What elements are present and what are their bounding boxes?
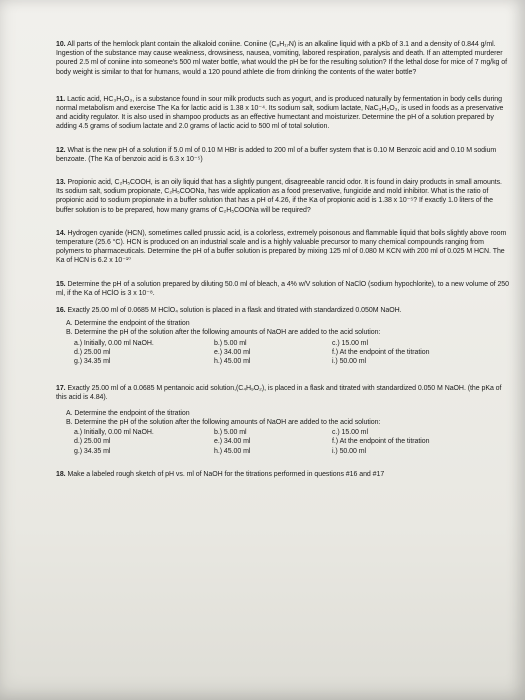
option-item: f.) At the endpoint of the titration bbox=[332, 438, 430, 446]
question-15 bbox=[56, 280, 511, 298]
question-number: 11. bbox=[56, 95, 66, 103]
worksheet-content bbox=[56, 40, 511, 487]
question-text: Lactic acid, HC₃H₅O₃, is a substance found in sour milk products such as yogurt, and is produced naturally by fermentation in body cells during normal metabolism and exercise The Ka for lactic acid is 1.38 x 10⁻⁴. Its sodium salt, sodium lactate, NaC₃H₅O₃, is used in foods as a preservative and acidity regulator. It is also used in shampoo products as an effective humectant and moisturizer. Determine the pH of a solution prepared by adding 4.5 grams of sodium lactate and 2.0 grams of lactic acid to 500 ml of total solution. bbox=[56, 95, 504, 131]
question-number: 13. bbox=[56, 179, 66, 187]
option-item: b.) 5.00 ml bbox=[214, 429, 247, 437]
option-item: g.) 34.35 ml bbox=[74, 358, 111, 366]
option-grid bbox=[56, 428, 511, 456]
option-item: d.) 25.00 ml bbox=[74, 348, 111, 356]
question-10 bbox=[56, 40, 511, 77]
question-text: Hydrogen cyanide (HCN), sometimes called prussic acid, is a colorless, extremely poisonous and flammable liquid that boils slightly above room temperature (25.6 °C). HCN is produced on an industrial scale and is a highly valuable precursor to many chemical compounds ranging from polymers to pharmaceuticals. Determine the pH of a buffer solution is prepared by mixing 125 ml of 0.080 M KCN with 200 ml of 0.025 M HCN. The Ka of HCN is 6.2 x 10⁻¹⁰ bbox=[56, 229, 507, 265]
part-b: B. Determine the pH of the solution after the following amounts of NaOH are added to the acid solution: bbox=[66, 418, 381, 426]
question-11 bbox=[56, 95, 511, 132]
option-item: i.) 50.00 ml bbox=[332, 447, 367, 455]
option-item: b.) 5.00 ml bbox=[214, 339, 247, 347]
question-text: Propionic acid, C₂H₅COOH, is an oily liquid that has a slightly pungent, disagreeable rancid odor. It is found in dairy products in small amounts. Its sodium salt, sodium propionate, C₂H₅COONa, has wide application as a food preservative, fungicide and mold inhibitor. What is the ratio of propionic acid to sodium propionate in a buffer solution that has a pH of 4.26, if the Ka of propionic acid is 1.38 x 10⁻⁵? If exactly 1.0 liters of the buffer solution is to be prepared, how many grams of C₂H₅COONa will be required? bbox=[56, 179, 502, 214]
question-13 bbox=[56, 178, 511, 215]
part-a: A. Determine the endpoint of the titration bbox=[66, 409, 190, 417]
question-17 bbox=[56, 384, 511, 455]
option-item: a.) Initially, 0.00 ml NaOH. bbox=[74, 429, 154, 437]
option-item: g.) 34.35 ml bbox=[74, 447, 111, 455]
option-item: e.) 34.00 ml bbox=[214, 348, 251, 356]
question-text: Exactly 25.00 ml of 0.0685 M HClO₄ solution is placed in a flask and titrated with standardized 0.050M NaOH. bbox=[67, 307, 402, 315]
question-number: 14. bbox=[56, 229, 66, 237]
option-item: e.) 34.00 ml bbox=[214, 438, 251, 446]
question-text: Make a labeled rough sketch of pH vs. ml of NaOH for the titrations performed in questions #16 and #17 bbox=[67, 470, 385, 478]
option-grid bbox=[56, 339, 511, 367]
option-item: c.) 15.00 ml bbox=[332, 339, 368, 347]
question-18 bbox=[56, 470, 511, 479]
part-b: B. Determine the pH of the solution after the following amounts of NaOH are added to the acid solution: bbox=[66, 329, 381, 337]
question-text: What is the new pH of a solution if 5.0 ml of 0.10 M HBr is added to 200 ml of a buffer system that is 0.10 M Benzoic acid and 0.10 M sodium benzoate. (The Ka of benzoic acid is 6.3 x 10⁻⁵) bbox=[56, 146, 497, 163]
question-text: Exactly 25.00 ml of a 0.0685 M pentanoic acid solution,(C₄H₉O₂), is placed in a flask and titrated with standardized 0.050 M NaOH. (the pKa of this acid is 4.84). bbox=[56, 385, 502, 402]
option-item: h.) 45.00 ml bbox=[214, 447, 251, 455]
option-item: d.) 25.00 ml bbox=[74, 438, 111, 446]
question-number: 15. bbox=[56, 280, 66, 288]
question-number: 17. bbox=[56, 385, 66, 393]
question-16 bbox=[56, 306, 511, 366]
question-number: 16. bbox=[56, 307, 66, 315]
question-text: All parts of the hemlock plant contain the alkaloid coniine. Coniine (C₈H₁₇N) is an alkaline liquid with a pKb of 3.1 and a density of 0.844 g/ml. Ingestion of the substance may cause weakness, drowsiness, nausea, vomiting, labored respiration, paralysis and death. If an attempted murderer poured 2.5 ml of coniine into someone's 500 ml water bottle, what would the pH be for the resulting solution? If the lethal dose for mice of 7 mg/kg of body weight is similar to that for humans, would a 120 pound athlete die from drinking the contents of the water bottle? bbox=[56, 41, 507, 76]
question-number: 12. bbox=[56, 146, 66, 154]
question-12 bbox=[56, 146, 511, 164]
option-item: f.) At the endpoint of the titration bbox=[332, 348, 430, 356]
question-number: 18. bbox=[56, 470, 66, 478]
question-14 bbox=[56, 229, 511, 266]
option-item: h.) 45.00 ml bbox=[214, 358, 251, 366]
question-number: 10. bbox=[56, 41, 66, 48]
option-item: a.) Initially, 0.00 ml NaOH. bbox=[74, 339, 154, 347]
part-a: A. Determine the endpoint of the titration bbox=[66, 320, 190, 328]
question-text: Determine the pH of a solution prepared by diluting 50.0 ml of bleach, a 4% w/V solution of NaClO (sodium hypochlorite), to a new volume of 250 ml, if the Ka of HClO is 3 x 10⁻⁸. bbox=[56, 280, 509, 297]
option-item: i.) 50.00 ml bbox=[332, 358, 367, 366]
option-item: c.) 15.00 ml bbox=[332, 429, 368, 437]
